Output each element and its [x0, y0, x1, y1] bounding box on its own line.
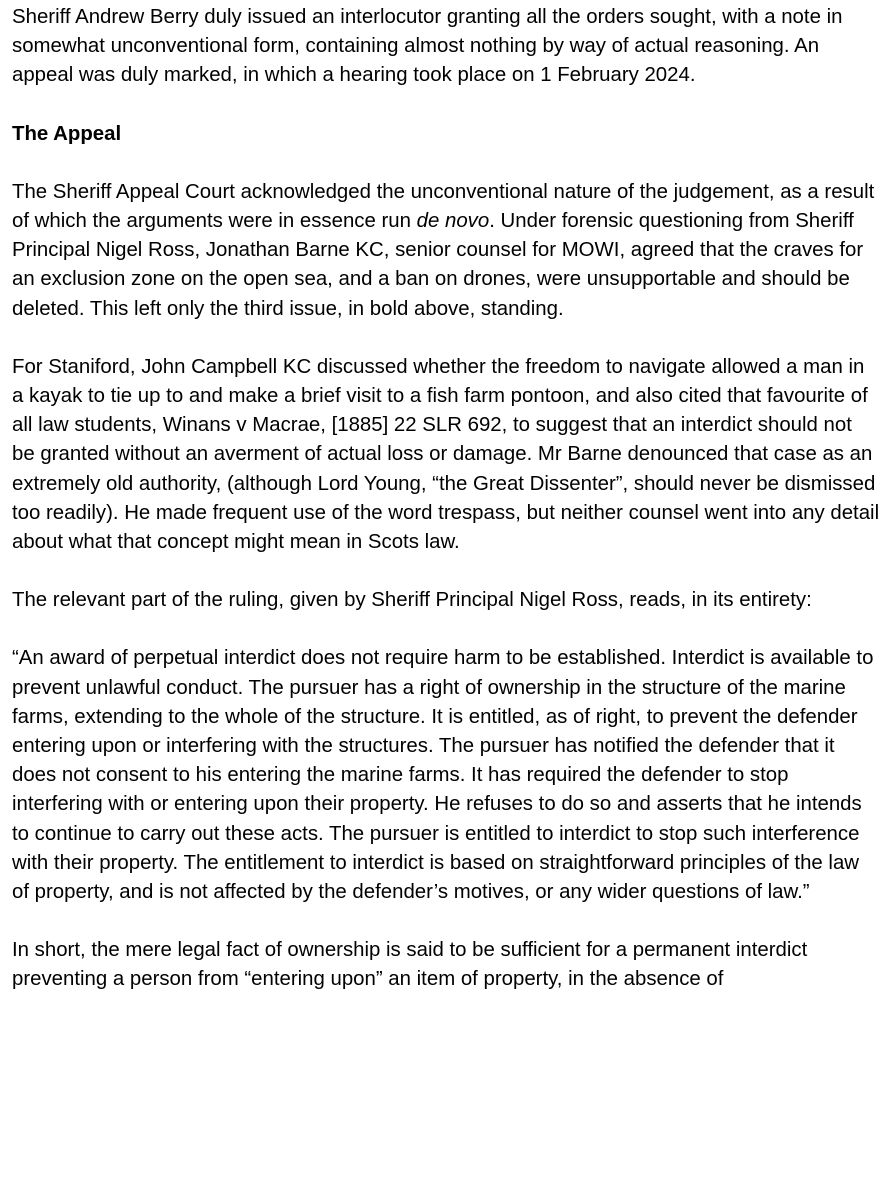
paragraph-text: The Sheriff Appeal Court acknowledged the unconventional nature of the judgement, as a result of which the arguments were in essence run [12, 180, 875, 233]
paragraph-text: . Under forensic questioning from Sheriff Principal Nigel Ross, Jonathan Barne KC, senior counsel for MOWI, agreed that the craves for an exclusion zone on the open sea, and a ban on drones, were unsupportable and should be deleted. This left only the third issue, in bold above, standing. [12, 210, 864, 320]
paragraph-conclusion: In short, the mere legal fact of ownership is said to be sufficient for a permanent interdict preventing a person from “entering upon” an item of property, in the absence of [12, 939, 808, 991]
quoted-ruling: “An award of perpetual interdict does not require harm to be established. Interdict is available to prevent unlawful conduct. The pursuer has a right of ownership in the structure of the marine farms, extending to the whole of the structure. It is entitled, as of right, to prevent the defender entering upon or interfering with the structures. The pursuer has notified the defender that it does not consent to his entering the marine farms. It has required the defender to stop interfering with or entering upon their property. He refuses to do so and asserts that he intends to continue to carry out these acts. The pursuer is entitled to interdict to stop such interference with their property. The entitlement to interdict is based on straightforward principles of the law of property, and is not affected by the defender’s motives, or any wider questions of law.” [12, 647, 874, 904]
paragraph-ruling-intro: The relevant part of the ruling, given by Sheriff Principal Nigel Ross, reads, in its entirety: [12, 589, 812, 612]
italic-phrase: de novo [416, 210, 490, 233]
paragraph-appeal-court [12, 178, 880, 324]
paragraph-interlocutor: Sheriff Andrew Berry duly issued an interlocutor granting all the orders sought, with a note in somewhat unconventional form, containing almost nothing by way of actual reasoning. An appeal was duly marked, in which a hearing took place on 1 February 2024. [12, 6, 843, 87]
section-heading-the-appeal: The Appeal [12, 122, 122, 145]
paragraph-staniford-arguments: For Staniford, John Campbell KC discussed whether the freedom to navigate allowed a man in a kayak to tie up to and make a brief visit to a fish farm pontoon, and also cited that favourite of all law students, Winans v Macrae, [1885] 22 SLR 692, to suggest that an interdict should not be granted without an averment of actual loss or damage. Mr Barne denounced that case as an extremely old authority, (although Lord Young, “the Great Dissenter”, should never be dismissed too readily). He made frequent use of the word trespass, but neither counsel went into any detail about what that concept might mean in Scots law. [12, 355, 880, 554]
